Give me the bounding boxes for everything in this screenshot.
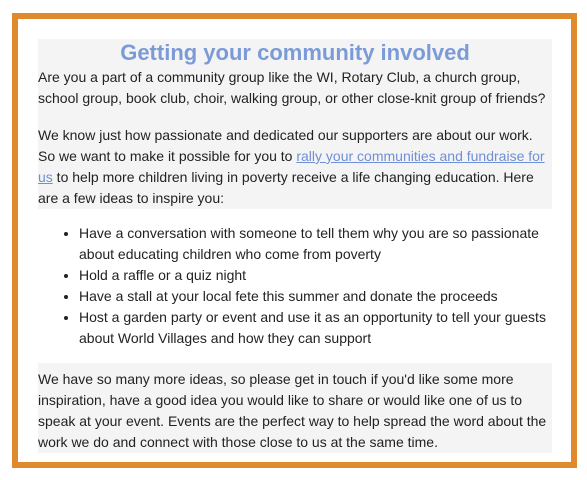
- supporters-text-before: We know just how passionate and dedicated our supporters are about our work. So we want to make it possible for you to: [38, 127, 533, 164]
- closing-paragraph: We have so many more ideas, so please get in touch if you'd like some more inspiration, have a good idea you would like to share or would like one of us to speak at your event. Events are the perfect way to help spread the word about the work we do and connect with those close to us at the same time.: [38, 371, 547, 450]
- list-item: • Hold a raffle or a quiz night: [79, 265, 552, 286]
- closing-section: [38, 363, 552, 453]
- intro-section: [38, 39, 552, 209]
- page-title: Getting your community involved: [120, 40, 470, 65]
- fundraise-link[interactable]: rally your communities and fundraise for us: [38, 148, 545, 185]
- list-item: • Have a conversation with someone to tell them why you are so passionate about educating children who come from poverty: [79, 223, 552, 265]
- intro-paragraph: Are you a part of a community group like the WI, Rotary Club, a church group, school group, book club, choir, walking group, or other close-knit group of friends?: [38, 69, 546, 106]
- supporters-text-after: to help more children living in poverty receive a life changing education. Here are a few ideas to inspire you:: [38, 169, 534, 206]
- supporters-paragraph: [38, 125, 552, 209]
- list-item: • Host a garden party or event and use it as an opportunity to tell your guests about World Villages and how they can support: [79, 307, 552, 349]
- paragraph-gap: [38, 109, 552, 125]
- content-frame: [12, 13, 577, 468]
- ideas-list: [38, 223, 552, 349]
- content-body: [38, 39, 552, 453]
- list-item: • Have a stall at your local fete this summer and donate the proceeds: [79, 286, 552, 307]
